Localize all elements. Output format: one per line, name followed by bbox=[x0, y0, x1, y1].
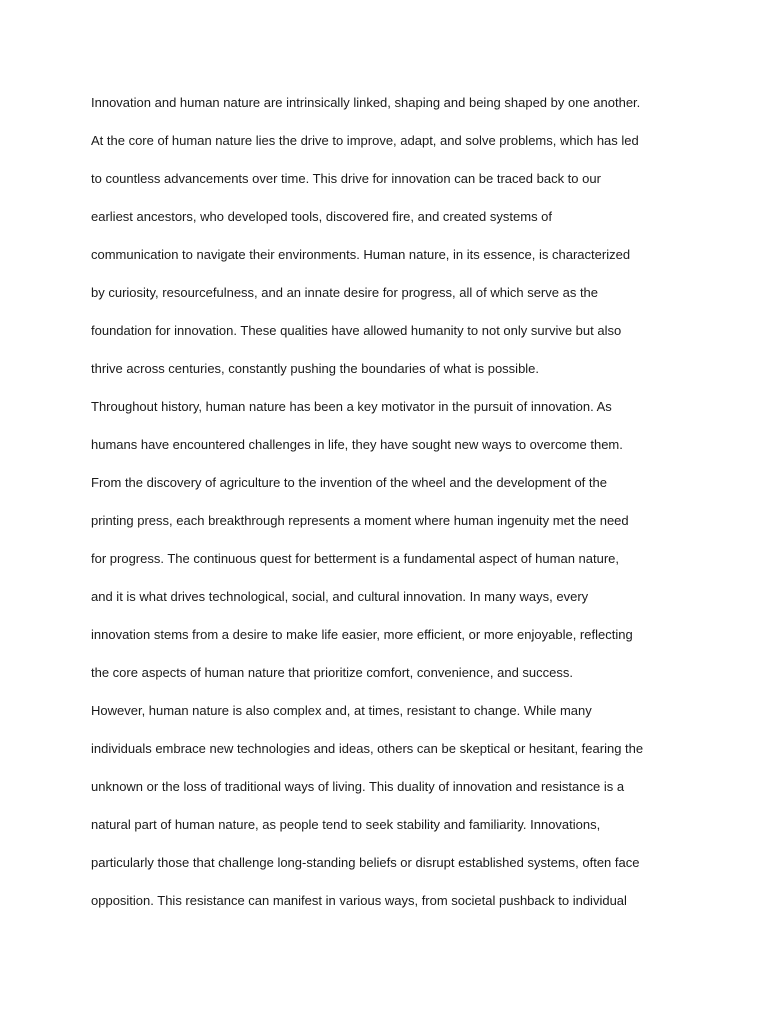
text-line: to countless advancements over time. This drive for innovation can be traced back to our bbox=[91, 171, 601, 186]
text-line: and it is what drives technological, social, and cultural innovation. In many ways, every bbox=[91, 589, 589, 604]
text-line: opposition. This resistance can manifest in various ways, from societal pushback to individual bbox=[91, 893, 627, 908]
text-line: for progress. The continuous quest for betterment is a fundamental aspect of human nature, bbox=[91, 551, 620, 566]
paragraph-2 bbox=[91, 397, 691, 701]
text-line: innovation stems from a desire to make life easier, more efficient, or more enjoyable, reflecting bbox=[91, 627, 633, 642]
text-line: individuals embrace new technologies and ideas, others can be skeptical or hesitant, fearing the bbox=[91, 741, 644, 756]
text-line: However, human nature is also complex and, at times, resistant to change. While many bbox=[91, 703, 592, 718]
document-body bbox=[91, 93, 691, 929]
paragraph-1 bbox=[91, 93, 691, 397]
text-line: unknown or the loss of traditional ways of living. This duality of innovation and resistance is a bbox=[91, 779, 625, 794]
text-line: humans have encountered challenges in life, they have sought new ways to overcome them. bbox=[91, 437, 623, 452]
text-line: the core aspects of human nature that prioritize comfort, convenience, and success. bbox=[91, 665, 573, 680]
text-line: by curiosity, resourcefulness, and an innate desire for progress, all of which serve as the bbox=[91, 285, 599, 300]
text-line: earliest ancestors, who developed tools, discovered fire, and created systems of bbox=[91, 209, 553, 224]
text-line: communication to navigate their environments. Human nature, in its essence, is characterized bbox=[91, 247, 631, 262]
text-line: At the core of human nature lies the drive to improve, adapt, and solve problems, which has led bbox=[91, 133, 639, 148]
text-line: From the discovery of agriculture to the invention of the wheel and the development of the bbox=[91, 475, 607, 490]
text-line: foundation for innovation. These qualities have allowed humanity to not only survive but also bbox=[91, 323, 622, 338]
text-line: thrive across centuries, constantly pushing the boundaries of what is possible. bbox=[91, 361, 540, 376]
text-line: printing press, each breakthrough represents a moment where human ingenuity met the need bbox=[91, 513, 629, 528]
text-line: Throughout history, human nature has been a key motivator in the pursuit of innovation. As bbox=[91, 399, 612, 414]
text-line: particularly those that challenge long-standing beliefs or disrupt established systems, often face bbox=[91, 855, 640, 870]
text-line: natural part of human nature, as people tend to seek stability and familiarity. Innovations, bbox=[91, 817, 601, 832]
text-line: Innovation and human nature are intrinsically linked, shaping and being shaped by one another. bbox=[91, 95, 641, 110]
paragraph-3 bbox=[91, 701, 691, 929]
